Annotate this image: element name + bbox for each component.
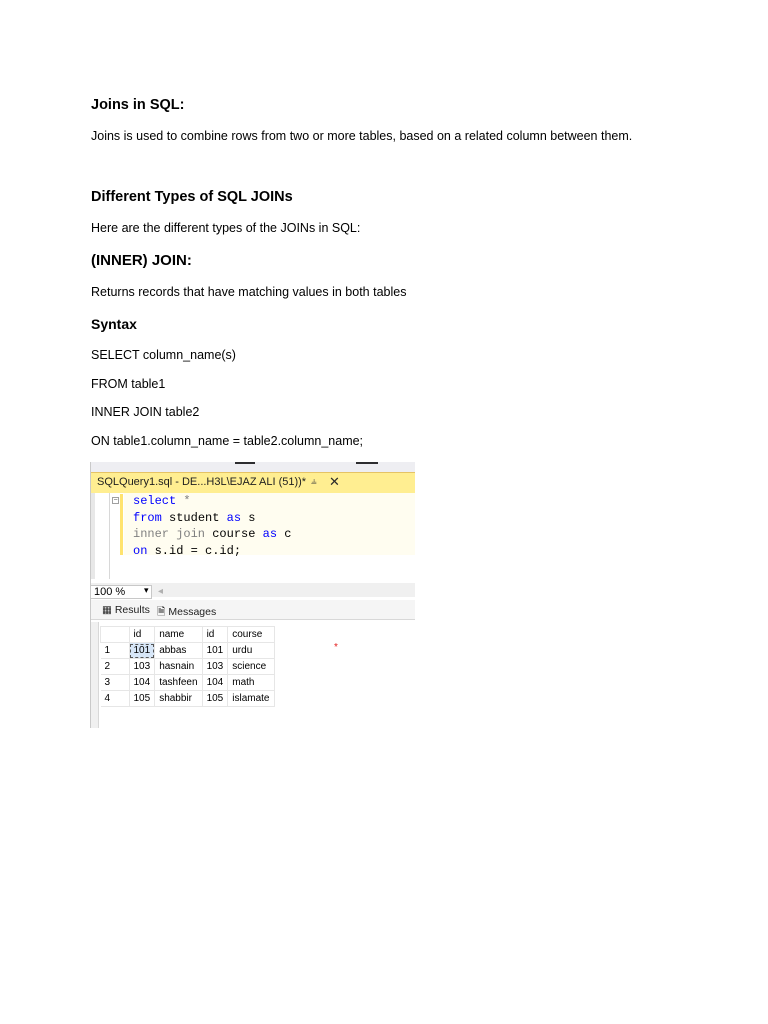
zoom-select[interactable]: 100 % ▾ [90, 585, 152, 599]
query-tab[interactable] [90, 472, 415, 493]
messages-icon: 🗎 [157, 606, 166, 618]
syntax-line-4: ON table1.column_name = table2.column_name; [91, 434, 364, 448]
row-number[interactable]: 2 [101, 659, 130, 675]
paragraph-inner-join-desc: Returns records that have matching values in both tables [91, 285, 407, 299]
grid-cell[interactable]: 103 [202, 659, 228, 675]
scroll-left-icon[interactable]: ◂ [158, 586, 164, 597]
close-icon[interactable]: ✕ [329, 474, 340, 489]
code-line-1: select * [133, 494, 191, 508]
query-tab-title: SQLQuery1.sql - DE...H3L\EJAZ ALI (51))* [97, 476, 307, 488]
syntax-line-2: FROM table1 [91, 377, 166, 391]
paragraph-joins-definition: Joins is used to combine rows from two or more tables, based on a related column between them. [91, 129, 633, 143]
grid-cell[interactable]: math [228, 675, 274, 691]
row-number[interactable]: 1 [101, 643, 130, 659]
results-tabs [90, 600, 415, 620]
red-asterisk-mark: * [334, 642, 338, 653]
column-header[interactable]: course [228, 627, 274, 643]
row-number[interactable]: 3 [101, 675, 130, 691]
syntax-line-1: SELECT column_name(s) [91, 348, 236, 362]
query-editor[interactable] [90, 493, 415, 579]
grid-cell[interactable]: hasnain [155, 659, 202, 675]
pin-icon[interactable]: ⫨ [311, 476, 317, 487]
tab-results[interactable]: ▦ Results [102, 604, 150, 616]
heading-inner-join: (INNER) JOIN: [91, 252, 192, 269]
grid-cell[interactable]: shabbir [155, 691, 202, 707]
heading-syntax: Syntax [91, 316, 137, 332]
paragraph-types-intro: Here are the different types of the JOINs in SQL: [91, 221, 361, 235]
heading-joins-in-sql: Joins in SQL: [91, 97, 185, 113]
grid-cell[interactable]: science [228, 659, 274, 675]
column-header[interactable]: name [155, 627, 202, 643]
grid-cell[interactable]: tashfeen [155, 675, 202, 691]
tab-messages[interactable]: 🗎 Messages [157, 606, 217, 618]
heading-types-of-joins: Different Types of SQL JOINs [91, 189, 293, 205]
syntax-line-3: INNER JOIN table2 [91, 405, 200, 419]
grid-cell[interactable]: 101 [202, 643, 228, 659]
column-header[interactable]: id [129, 627, 155, 643]
table-row [101, 691, 275, 707]
code-line-3: inner join course as c [133, 527, 292, 541]
code-line-2: from student as s [133, 511, 256, 525]
grid-cell[interactable]: 105 [129, 691, 155, 707]
grid-cell[interactable]: urdu [228, 643, 274, 659]
grid-cell[interactable]: 103 [129, 659, 155, 675]
row-number[interactable]: 4 [101, 691, 130, 707]
grid-cell[interactable]: 104 [129, 675, 155, 691]
grid-cell[interactable]: 101 [129, 643, 155, 659]
table-row [101, 675, 275, 691]
grid-icon: ▦ [102, 604, 112, 616]
grid-cell[interactable]: 104 [202, 675, 228, 691]
grid-header-row [101, 627, 275, 643]
column-header[interactable]: id [202, 627, 228, 643]
ssms-screenshot [90, 462, 415, 728]
table-row [101, 643, 275, 659]
grid-cell[interactable]: abbas [155, 643, 202, 659]
grid-cell[interactable]: islamate [228, 691, 274, 707]
grid-cell[interactable]: 105 [202, 691, 228, 707]
table-row [101, 659, 275, 675]
chevron-down-icon: ▾ [144, 585, 149, 595]
window-top-strip [90, 462, 415, 472]
collapse-toggle-icon[interactable]: − [113, 497, 118, 504]
code-line-4: on s.id = c.id; [133, 544, 242, 558]
results-grid [90, 622, 415, 728]
